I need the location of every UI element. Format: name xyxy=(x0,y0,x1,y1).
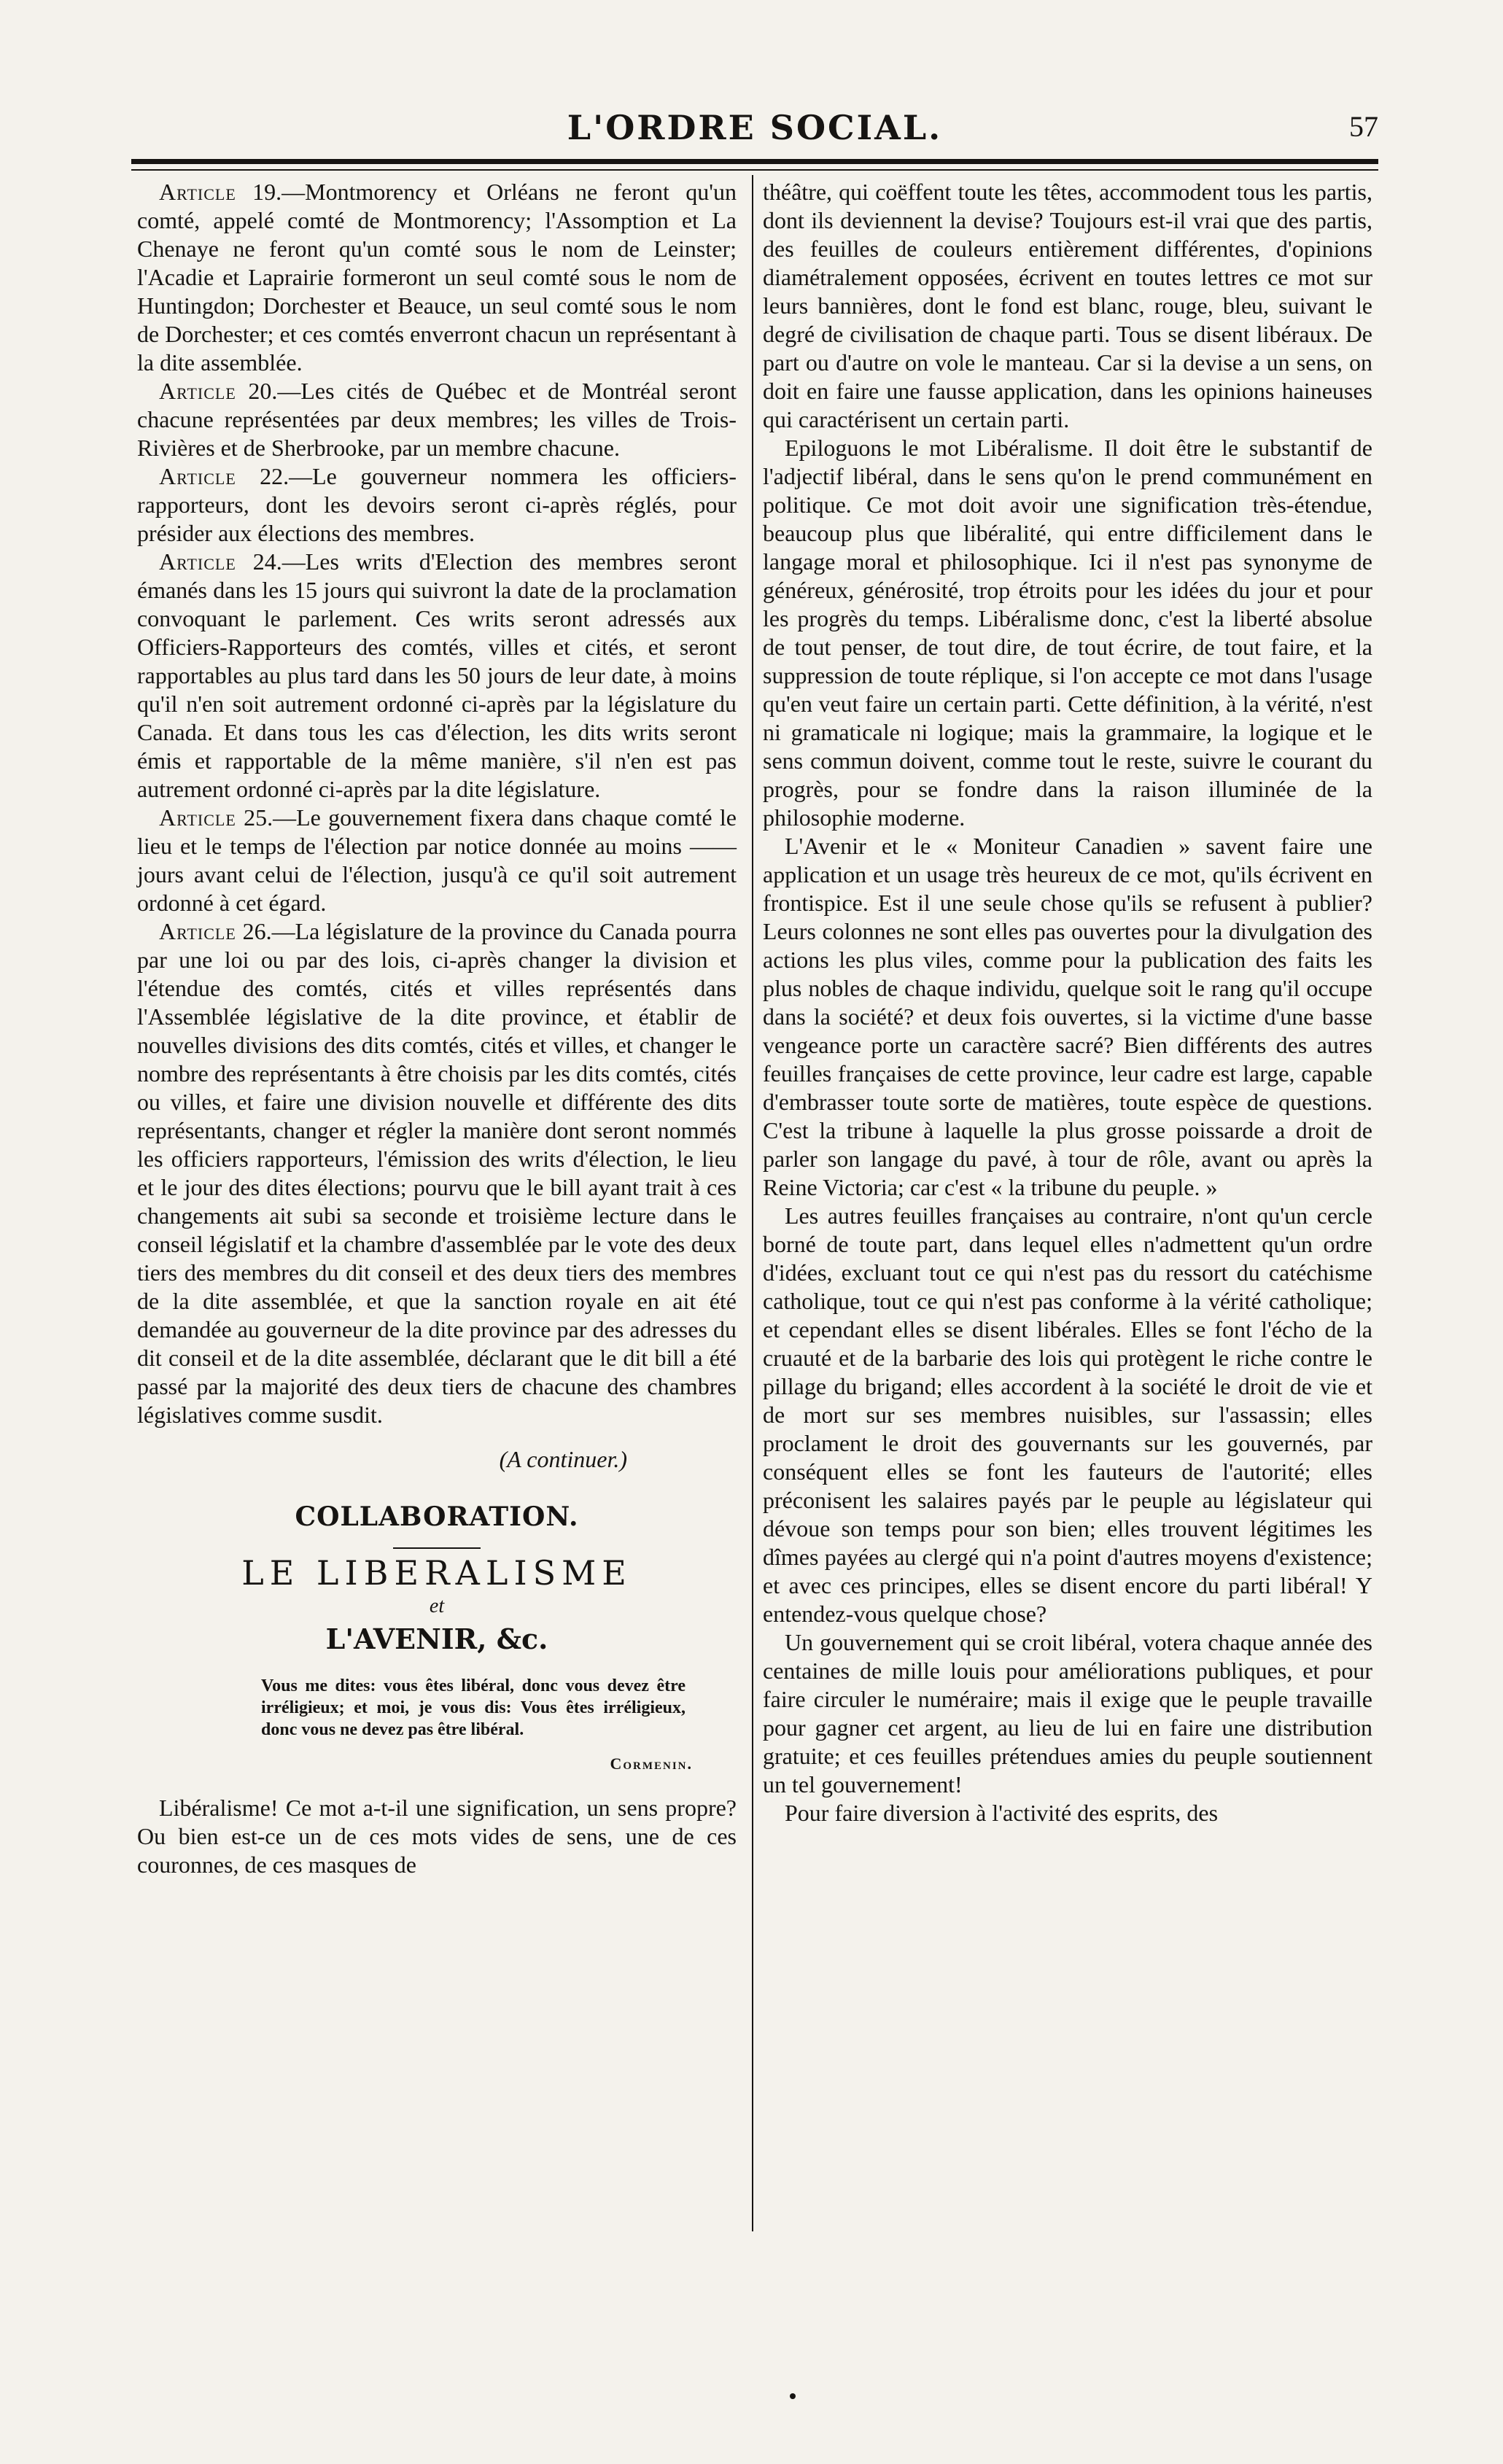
article-title: LE LIBERALISME xyxy=(241,1553,632,1593)
body-paragraph: Epiloguons le mot Libéralisme. Il doit être le substantif de l'adjectif libéral, dans le sens qu'on le prend communément en politique. Ce mot doit avoir une signification très-étendue, beaucoup plus que libéralité, qui entre difficilement dans le langage moral et philosophique. Ici il n'est pas synonyme de généreux, générosité, trop étroits pour les idées du jour et pour les progrès du temps. Libéralisme donc, c'est la liberté absolue de tout penser, de tout dire, de tout écrire, de tout faire, et la suppression de toute réplique, si l'on accepte ce mot dans l'usage qu'en veut faire un certain parti. Cette définition, à la vérité, n'est ni gramaticale ni logique; mais la grammaire, la logique et le sens commun doivent, comme tout le reste, suivre le courant du progrès, pour se fondre dans la raison illuminée de la philosophie moderne. xyxy=(763,435,1372,831)
section-rule xyxy=(393,1547,481,1549)
epigraph: Vous me dites: vous êtes libéral, donc vous devez être irréligieux; et moi, je vous dis: Vous êtes irréligieux, donc vous ne devez pas être libéral. xyxy=(261,1676,686,1739)
article-number: 20.— xyxy=(236,378,301,404)
article-number: 22.— xyxy=(236,463,313,489)
article-label: Article xyxy=(159,548,236,575)
article-label: Article xyxy=(159,378,236,404)
article-text: Le gouvernement fixera dans chaque comté le lieu et le temps de l'élection par notice donnée au moins —— jours avant celui de l'élection, jusqu'à ce qu'il soit autrement ordonné à cet égard. xyxy=(137,804,737,916)
page-number: 57 xyxy=(1349,110,1378,143)
right-column xyxy=(763,178,1372,1827)
article-label: Article xyxy=(159,179,236,205)
article-paragraph xyxy=(137,377,737,462)
article-label: Article xyxy=(159,463,236,489)
article-paragraph xyxy=(137,548,737,804)
article-text: La législature de la province du Canada pourra par une loi ou par des lois, ci-après changer la division et l'étendue des comtés, cités et villes représentés dans l'Assemblée législative de la dite province, et établir de nouvelles divisions des dits comtés, cités et villes, et changer le nombre des représentants à être choisis par les dits comtés, cités ou villes, et faire une division nouvelle et différente des dits représentants, changer et régler la manière dont seront nommés les officiers rapporteurs, l'émission des writs d'élection, le lieu et le jour des dites élections; pourvu que le bill ayant trait à ces changements ait subi sa seconde et troisième lecture dans le conseil législatif et la chambre d'assemblée par le vote des deux tiers des membres du dit conseil et des deux tiers des membres de la dite assemblée, et que la sanction royale en ait été demandée au gouverneur de la dite province par des adresses du dit conseil et de la dite assemblée, déclarant que le dit bill a été passé par la majorité des deux tiers de chacune des chambres législatives comme susdit. xyxy=(137,918,737,1428)
article-text: Montmorency et Orléans ne feront qu'un comté, appelé comté de Montmorency; l'Assomption et La Chenaye ne feront qu'un comté sous le nom de Leinster; l'Acadie et Laprairie formeront un seul comté sous le nom de Huntingdon; Dorchester et Beauce, un seul comté sous le nom de Dorchester; et ces comtés enverront chacun un représentant à la dite assemblée. xyxy=(137,179,737,376)
article-label: Article xyxy=(159,804,236,831)
continuation-note: (A continuer.) xyxy=(499,1446,627,1472)
article-paragraph xyxy=(137,462,737,548)
article-label: Article xyxy=(159,918,236,944)
body-paragraph: théâtre, qui coëffent toute les têtes, accommodent tous les partis, dont ils deviennent la devise? Toujours est-il vrai que des partis, des feuilles de couleurs entièrement différentes, d'opinions diamétralement opposées, écrivent en toutes lettres ce mot sur leurs bannières, dont le fond est blanc, rouge, bleu, suivant le degré de civilisation de chaque parti. Tous se disent libéraux. De part ou d'autre on vole le manteau. Car si la devise a un sens, on doit en faire une fausse application, dans les opinions haineuses qui caractérisent un certain parti. xyxy=(763,179,1372,432)
epigraph-author: Cormenin. xyxy=(610,1754,693,1773)
article-number: 25.— xyxy=(236,804,297,831)
article-number: 24.— xyxy=(236,548,306,575)
header-rule-thick xyxy=(131,159,1378,164)
article-subtitle: L'AVENIR, &c. xyxy=(325,1622,548,1655)
article-title-conjunction: et xyxy=(429,1595,445,1617)
article-paragraph xyxy=(137,917,737,1429)
column-divider xyxy=(752,175,753,2231)
masthead xyxy=(131,108,1378,159)
article-opening-paragraph: Libéralisme! Ce mot a-t-il une signification, un sens propre? Ou bien est-ce un de ces mots vides de sens, une de ces couronnes, de ces masques de xyxy=(137,1795,737,1878)
article-paragraph xyxy=(137,804,737,917)
body-paragraph: Un gouvernement qui se croit libéral, votera chaque année des centaines de mille louis pour améliorations publiques, et pour faire circuler le numéraire; mais il exige que le peuple travaille pour gagner cet argent, au lieu de lui en faire une distribution gratuite; et ces feuilles prétendues amies du peuple soutiennent un tel gouvernement! xyxy=(763,1629,1372,1798)
header-rule-thin xyxy=(131,169,1378,171)
article-number: 26.— xyxy=(236,918,295,944)
body-paragraph: L'Avenir et le « Moniteur Canadien » savent faire une application et un usage très heureux de ce mot, qu'ils écrivent en frontispice. Est il une seule chose qu'ils se refusent à publier? Leurs colonnes ne sont elles pas ouvertes pour la divulgation des actions les plus viles, comme pour la publication des faits les plus nobles de chaque individu, quelque soit le rang qu'il occupe dans la société? et deux fois ouvertes, si la victime d'une basse vengeance porte un caractère sacré? Bien différents des autres feuilles françaises de cette province, leur cadre est large, capable d'embrasser toute sorte de matières, toute espèce de questions. C'est la tribune à laquelle la plus grosse poissarde a droit de parler son langage du pavé, à tour de rôle, avant ou après la Reine Victoria; car c'est « la tribune du peuple. » xyxy=(763,833,1372,1200)
body-paragraph: Les autres feuilles françaises au contraire, n'ont qu'un cercle borné de toute part, dans lequel elles n'admettent qu'un ordre d'idées, excluant tout ce qui n'est pas du ressort du catéchisme catholique, tout ce qui n'est pas conforme à la vérité catholique; et cependant elles se disent libérales. Elles se font l'écho de la cruauté et de la barbarie des lois qui protègent le riche contre le pillage du brigand; elles accordent à la société le droit de vie et de mort sur ses membres nuisibles, sur l'assassin; elles proclament le droit des gouvernants sur les gouvernés, par conséquent elles se font les fauteurs de l'autorité; elles préconisent les salaires payés par le peuple au législateur qui dévoue son temps pour son bien; elles trouvent légitimes les dîmes payées au clergé qui n'a point d'autres moyens d'existence; et avec ces principes, elles se disent encore du parti libéral! Y entendez-vous quelque chose? xyxy=(763,1202,1372,1627)
article-text: Les writs d'Election des membres seront émanés dans les 15 jours qui suivront la date de la proclamation convoquant le parlement. Ces writs seront adressés aux Officiers-Rapporteurs des comtés, villes et cités, et seront rapportables au plus tard dans les 50 jours de leur date, à moins qu'il n'en soit autrement ordonné ci-après par la législature du Canada. Et dans tous les cas d'élection, les dits writs seront émis et rapportable de la même manière, s'il n'en est pas autrement ordonné ci-après par la dite législature. xyxy=(137,548,737,802)
newspaper-title: L'ORDRE SOCIAL. xyxy=(567,108,943,147)
article-paragraph xyxy=(137,178,737,377)
ink-dot xyxy=(790,2393,796,2399)
left-column xyxy=(137,178,737,1879)
article-text: Le gouverneur nommera les officiers-rapporteurs, dont les devoirs seront ci-après réglés, pour présider aux élections des membres. xyxy=(137,463,737,546)
section-heading: COLLABORATION. xyxy=(295,1501,579,1532)
article-number: 19.— xyxy=(236,179,306,205)
article-text: Les cités de Québec et de Montréal seront chacune représentées par deux membres; les villes de Trois-Rivières et de Sherbrooke, par un membre chacune. xyxy=(137,378,737,461)
body-paragraph: Pour faire diversion à l'activité des esprits, des xyxy=(785,1800,1219,1826)
